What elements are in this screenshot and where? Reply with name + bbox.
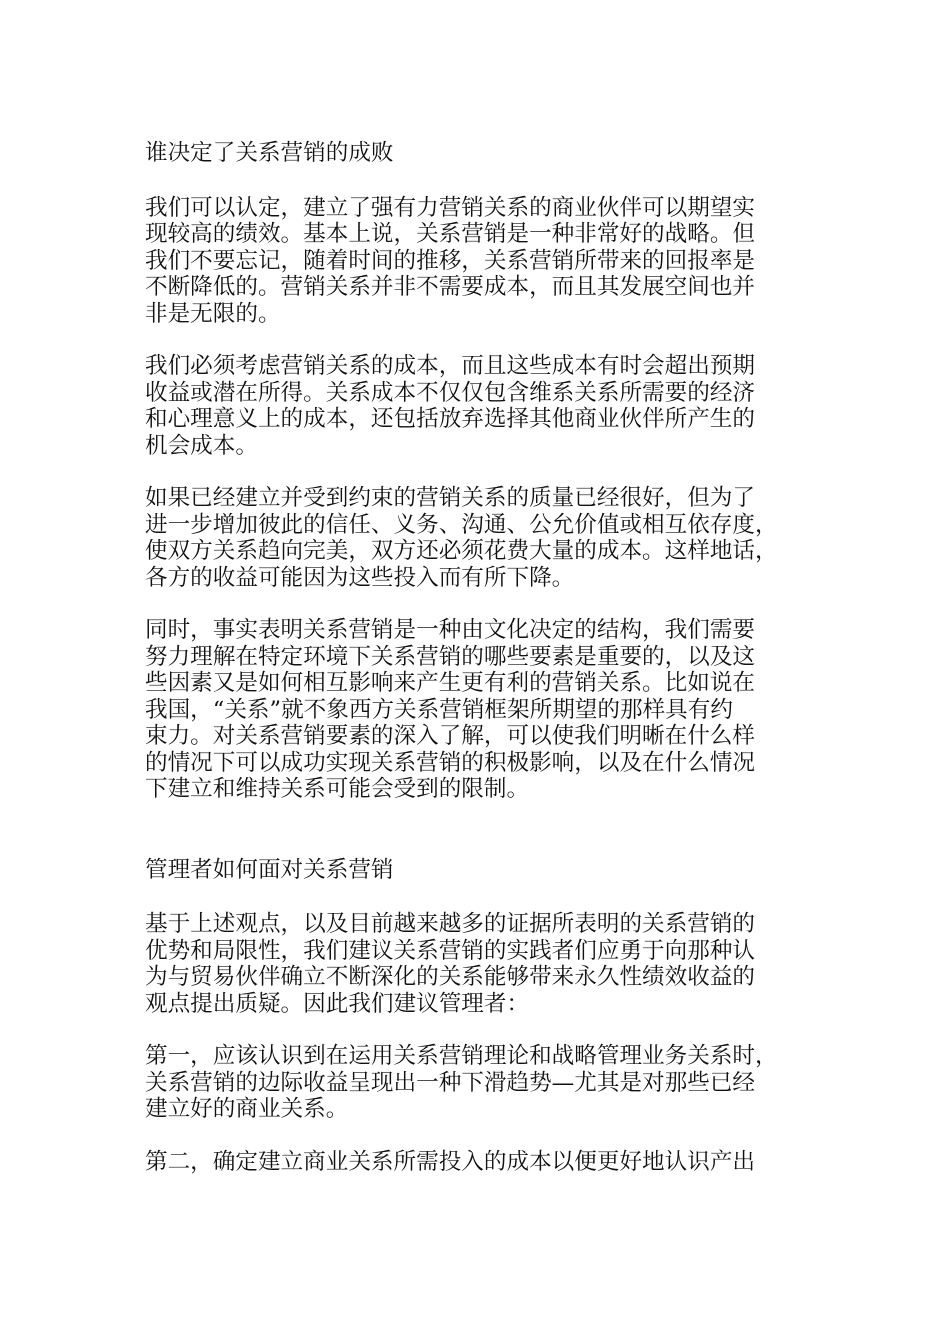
text-line: 非是无限的。 bbox=[145, 300, 281, 327]
paragraph-2 bbox=[145, 353, 810, 459]
text-line: 基于上述观点，以及目前越来越多的证据所表明的关系营销的 bbox=[145, 911, 756, 937]
paragraph-5 bbox=[145, 911, 810, 1017]
paragraph-7 bbox=[145, 1149, 810, 1176]
text-line: 我们可以认定，建立了强有力营销关系的商业伙伴可以期望实 bbox=[145, 194, 756, 221]
text-line: 第二，确定建立商业关系所需投入的成本以便更好地认识产出 bbox=[145, 1148, 756, 1175]
section-heading-1: 谁决定了关系营销的成败 bbox=[145, 140, 394, 166]
text-line: 第一，应该认识到在运用关系营销理论和战略管理业务关系时， bbox=[145, 1043, 778, 1069]
text-line: 收益或潜在所得。关系成本不仅仅包含维系关系所需要的经济 bbox=[145, 379, 756, 406]
text-line: 优势和局限性，我们建议关系营销的实践者们应勇于向那种认 bbox=[145, 937, 756, 964]
text-line: 进一步增加彼此的信任、义务、沟通、公允价值或相互依存度， bbox=[145, 511, 778, 538]
text-line: 现较高的绩效。基本上说，关系营销是一种非常好的战略。但 bbox=[145, 221, 756, 247]
text-line: 和心理意义上的成本，还包括放弃选择其他商业伙伴所产生的 bbox=[145, 406, 756, 432]
paragraph-6 bbox=[145, 1043, 810, 1123]
text-line: 各方的收益可能因为这些投入而有所下降。 bbox=[145, 564, 575, 591]
text-line: 我国，“关系”就不象西方关系营销框架所期望的那样具有约 bbox=[145, 696, 733, 723]
paragraph-3 bbox=[145, 485, 810, 591]
text-line: 同时，事实表明关系营销是一种由文化决定的结构，我们需要 bbox=[145, 617, 756, 643]
text-line: 不断降低的。营销关系并非不需要成本，而且其发展空间也并 bbox=[145, 274, 756, 300]
text-line: 建立好的商业关系。 bbox=[145, 1096, 349, 1122]
text-line: 关系营销的边际收益呈现出一种下滑趋势—尤其是对那些已经 bbox=[145, 1069, 756, 1096]
text-line: 些因素又是如何相互影响来产生更有利的营销关系。比如说在 bbox=[145, 670, 756, 696]
document-body bbox=[145, 140, 810, 1201]
text-line: 机会成本。 bbox=[145, 432, 258, 459]
text-line: 使双方关系趋向完美，双方还必须花费大量的成本。这样地话， bbox=[145, 538, 778, 564]
text-line: 的情况下可以成功实现关系营销的积极影响，以及在什么情况 bbox=[145, 749, 756, 776]
section-heading-2: 管理者如何面对关系营销 bbox=[145, 856, 394, 883]
text-line: 我们不要忘记，随着时间的推移，关系营销所带来的回报率是 bbox=[145, 247, 756, 274]
text-line: 束力。对关系营销要素的深入了解，可以使我们明晰在什么样 bbox=[145, 723, 756, 749]
paragraph-1 bbox=[145, 195, 810, 328]
text-line: 观点提出质疑。因此我们建议管理者： bbox=[145, 990, 530, 1017]
text-line: 如果已经建立并受到约束的营销关系的质量已经很好，但为了 bbox=[145, 485, 756, 511]
text-line: 努力理解在特定环境下关系营销的哪些要素是重要的，以及这 bbox=[145, 643, 756, 670]
text-line: 下建立和维持关系可能会受到的限制。 bbox=[145, 776, 530, 802]
text-line: 我们必须考虑营销关系的成本，而且这些成本有时会超出预期 bbox=[145, 353, 756, 379]
paragraph-4 bbox=[145, 617, 810, 803]
text-line: 为与贸易伙伴确立不断深化的关系能够带来永久性绩效收益的 bbox=[145, 964, 756, 990]
